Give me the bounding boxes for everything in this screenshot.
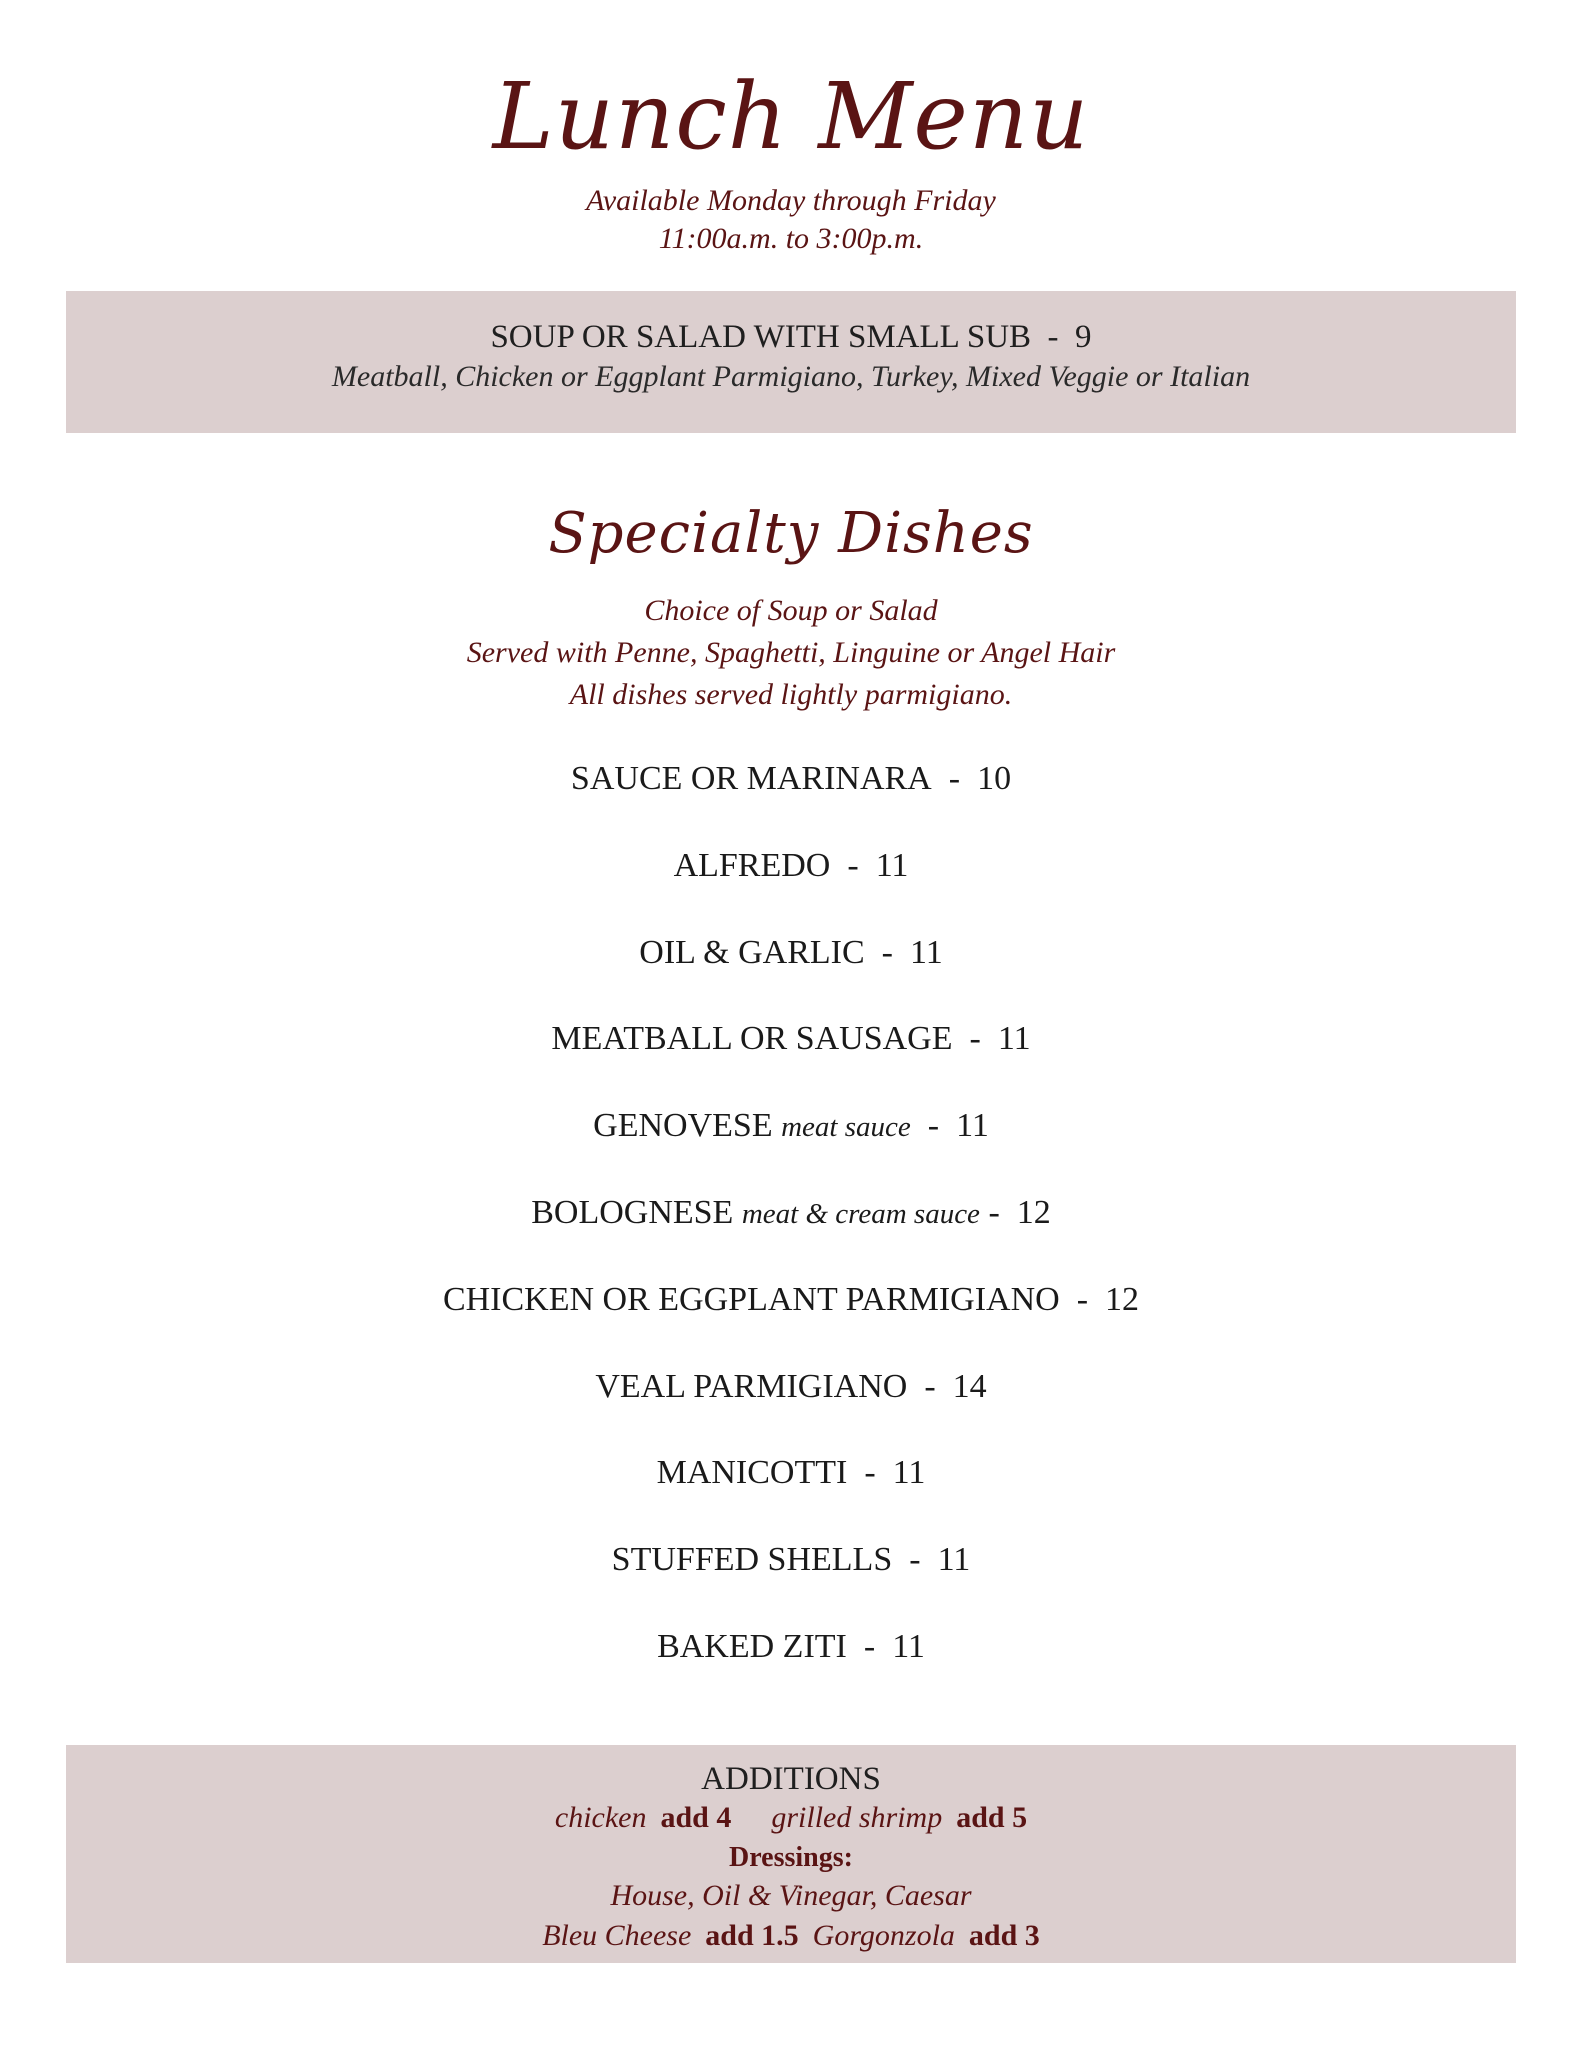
item-description: meat sauce (781, 1111, 911, 1144)
dressings-list: House, Oil & Vinegar, Caesar (610, 1879, 972, 1912)
combo-options: Meatball, Chicken or Eggplant Parmigiano, Turkey, Mixed Veggie or Italian (331, 360, 1251, 393)
availability-days: Available Monday through Friday (586, 184, 996, 217)
item-price: 11 (909, 933, 943, 971)
combo-heading: SOUP OR SALAD WITH SMALL SUB - 9 (490, 319, 1092, 355)
menu-item: OIL & GARLIC - 11 (639, 933, 943, 971)
item-name: MANICOTTI (656, 1454, 848, 1492)
addition-label: chicken (554, 1801, 647, 1834)
item-name: SAUCE OR MARINARA (570, 760, 932, 797)
combo-title: SOUP OR SALAD WITH SMALL SUB (490, 319, 1032, 355)
dressing-price: add 3 (968, 1919, 1040, 1952)
availability-info (0, 182, 1582, 258)
menu-item: STUFFED SHELLS - 11 (611, 1541, 971, 1579)
dressing-price: add 1.5 (705, 1919, 799, 1952)
specialty-note: Served with Penne, Spaghetti, Linguine or Angel Hair (466, 636, 1116, 669)
menu-item: CHICKEN OR EGGPLANT PARMIGIANO - 12 (442, 1280, 1140, 1318)
menu-item: BOLOGNESE meat & cream sauce - 12 (531, 1193, 1051, 1231)
addition-price: add 5 (956, 1801, 1028, 1834)
specialty-title: Specialty Dishes (548, 501, 1034, 566)
item-description: meat & cream sauce (741, 1197, 980, 1230)
item-name: BAKED ZITI (657, 1627, 847, 1665)
specialty-notes (0, 590, 1582, 716)
combo-price: 9 (1075, 319, 1092, 355)
item-name: OIL & GARLIC (639, 933, 865, 971)
item-price: 11 (892, 1627, 925, 1665)
specialty-note: Choice of Soup or Salad (644, 594, 938, 627)
item-price: 12 (1105, 1280, 1140, 1318)
item-name: VEAL PARMIGIANO (595, 1367, 908, 1405)
dressings-extras (66, 1917, 1516, 1955)
menu-item: MANICOTTI - 11 (656, 1454, 926, 1492)
menu-item: MEATBALL OR SAUSAGE - 11 (551, 1020, 1031, 1058)
item-name: MEATBALL OR SAUSAGE (551, 1020, 953, 1058)
menu-item: SAUCE OR MARINARA - 10 (570, 760, 1012, 797)
item-price: 11 (892, 1454, 926, 1492)
menu-item: BAKED ZITI - 11 (657, 1627, 925, 1665)
item-price: 12 (1016, 1193, 1051, 1231)
menu-item: GENOVESE meat sauce - 11 (593, 1107, 989, 1145)
dressing-label: Bleu Cheese (542, 1919, 692, 1952)
item-name: BOLOGNESE (531, 1193, 734, 1231)
menu-item: VEAL PARMIGIANO - 14 (595, 1367, 987, 1405)
specialty-note: All dishes served lightly parmigiano. (569, 678, 1013, 711)
item-price: 10 (977, 760, 1012, 797)
item-name: STUFFED SHELLS (611, 1541, 893, 1579)
dressing-label: Gorgonzola (812, 1919, 955, 1952)
item-name: GENOVESE (593, 1107, 773, 1145)
specialty-items (0, 754, 1582, 1709)
additions-section (66, 1745, 1516, 1963)
item-price: 11 (937, 1541, 971, 1579)
item-price: 11 (997, 1020, 1031, 1058)
item-price: 11 (956, 1107, 989, 1145)
availability-hours: 11:00a.m. to 3:00p.m. (658, 222, 924, 255)
addition-label: grilled shrimp (771, 1801, 943, 1834)
menu-item: ALFREDO - 11 (673, 846, 909, 884)
additions-proteins (66, 1799, 1516, 1837)
item-name: ALFREDO (673, 846, 831, 884)
item-name: CHICKEN OR EGGPLANT PARMIGIANO (442, 1280, 1060, 1318)
item-price: 14 (952, 1367, 987, 1405)
additions-title: ADDITIONS (701, 1761, 881, 1797)
addition-price: add 4 (660, 1801, 732, 1834)
menu-title: Lunch Menu (492, 63, 1090, 170)
dressings-title: Dressings: (729, 1842, 853, 1873)
combo-section (66, 291, 1516, 433)
item-price: 11 (875, 846, 909, 884)
